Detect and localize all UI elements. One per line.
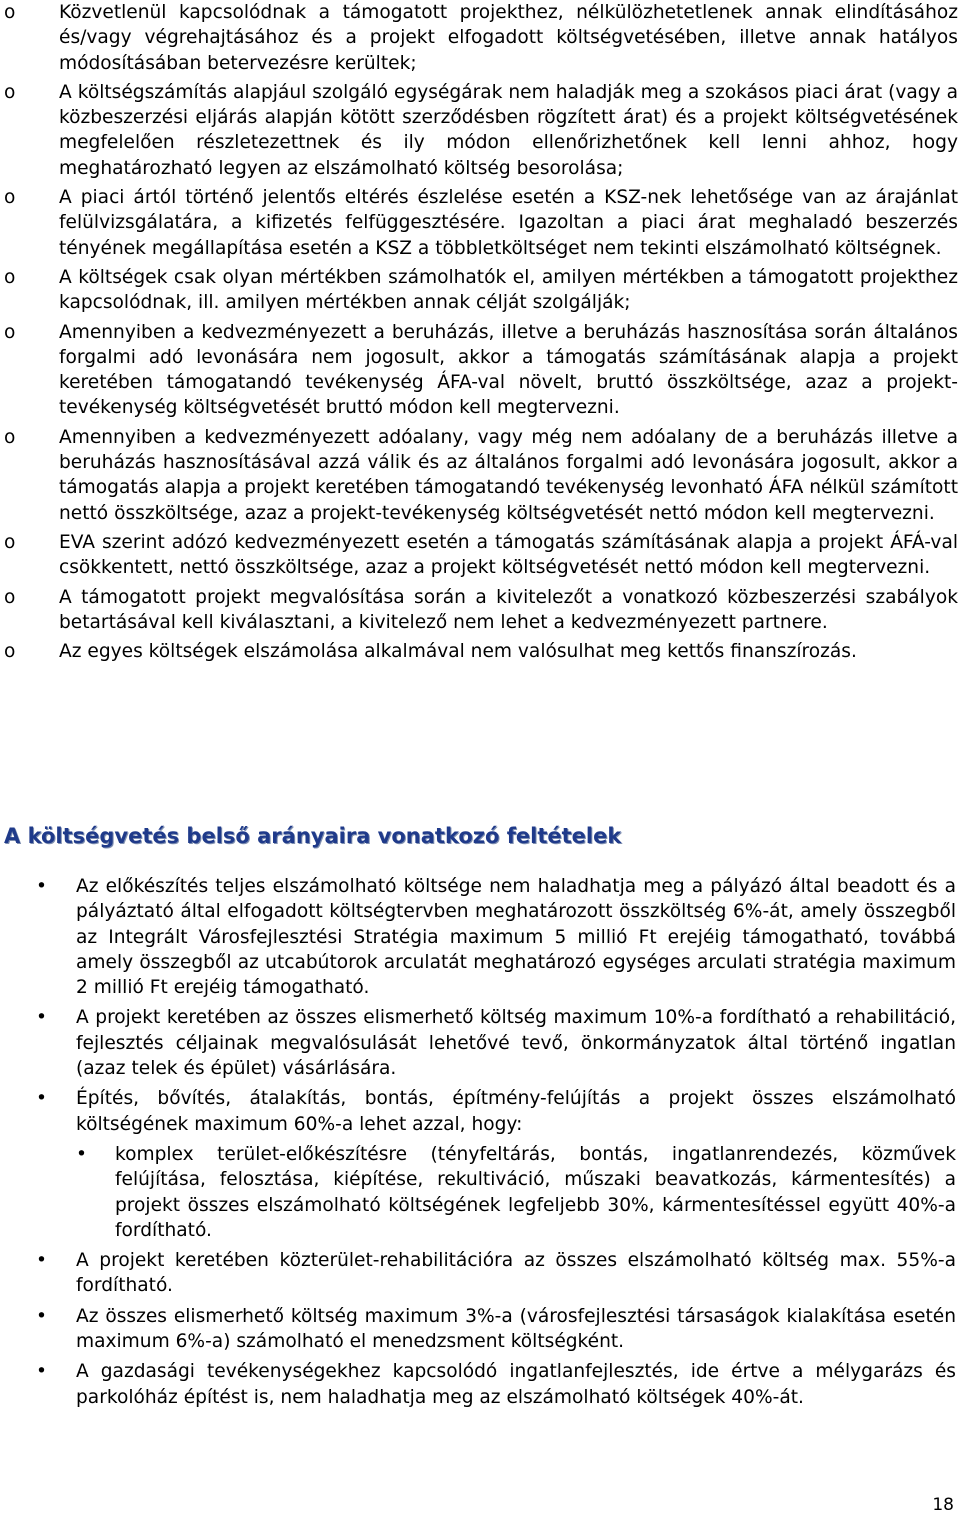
list-item <box>4 0 958 76</box>
bullet-dot-icon: • <box>36 1007 47 1029</box>
circle-bullet-icon: o <box>4 641 16 663</box>
page-number: 18 <box>932 1495 954 1515</box>
circle-bullet-icon: o <box>4 81 16 103</box>
list-item-text: A költségszámítás alapjául szolgáló egységárak nem haladják meg a szokásos piaci árat (vagy a közbeszerzési eljárás alapján kötött szerződésben rögzített árat) és a projekt költségvetésének megfelelően részletezettnek és ily módon ellenőrizhetőnek kell lenni ahhoz, hogy meghatározható legyen az elszámolható költség besorolása; <box>59 81 958 179</box>
list-item <box>4 530 958 581</box>
list-item <box>36 1359 956 1410</box>
list-item-text: A támogatott projekt megvalósítása során a kivitelezőt a vonatkozó közbeszerzési szabályok betartásával kell kiválasztani, a kivitelező nem lehet a kedvezményezett partnere. <box>59 586 958 633</box>
list-item-text: Építés, bővítés, átalakítás, bontás, építmény-felújítás a projekt összes elszámolható költségének maximum 60%-a lehet azzal, hogy: <box>76 1088 956 1135</box>
bullet-dot-icon: • <box>76 1143 87 1165</box>
bullet-dot-icon: • <box>36 1250 47 1272</box>
list-item-text: A piaci ártól történő jelentős eltérés észlelése esetén a KSZ-nek lehetősége van az árajánlat felülvizsgálatára, a kifizetés felfüggesztésére. Igazoltan a piaci árat meghaladó beszerzés tényének megállapítása esetén a KSZ a többletköltséget nem tekinti elszámolható költségnek. <box>59 187 958 259</box>
list-item-text: EVA szerint adózó kedvezményezett esetén a támogatás számításának alapja a projekt ÁFÁ-val csökkentett, nettó összköltsége, azaz a projekt költségvetését nettó módon kell megtervezni. <box>59 531 958 579</box>
circle-bullet-icon: o <box>4 2 16 23</box>
list-item-text: Az egyes költségek elszámolása alkalmával nem valósulhat meg kettős finanszírozás. <box>59 641 857 663</box>
list-item <box>36 1304 956 1355</box>
circle-bullet-icon: o <box>4 321 16 343</box>
list-item-text: A projekt keretében közterület-rehabilitációra az összes elszámolható költség max. 55%-a fordítható. <box>76 1250 956 1297</box>
list-item-text: Az összes elismerhető költség maximum 3%-a (városfejlesztési társaságok kialakítása esetén maximum 6%-a) számolható el menedzsment költségként. <box>76 1305 956 1353</box>
list-item-text: A költségek csak olyan mértékben számolhatók el, amilyen mértékben a támogatott projekthez kapcsolódnak, ill. amilyen mértékben annak célját szolgálják; <box>59 266 958 314</box>
list-item <box>36 1248 956 1299</box>
list-item <box>4 265 958 316</box>
list-item <box>4 425 958 526</box>
list-item <box>36 874 956 1000</box>
list-item <box>4 320 958 421</box>
circle-bullet-icon: o <box>4 426 16 448</box>
list-item-text: A projekt keretében az összes elismerhető költség maximum 10%-a fordítható a rehabilitáció, fejlesztés céljainak megvalósulását lehetővé tevő, önkormányzatok által történő ingatlan (azaz telek és épület) vásárlására. <box>76 1007 956 1080</box>
list-item <box>4 639 958 664</box>
list-item-text: Amennyiben a kedvezményezett a beruházás, illetve a beruházás hasznosítása során általános forgalmi adó levonására nem jogosult, akkor a támogatás számításának alapja a projekt keretében támogatandó tevékenység ÁFA-val növelt, bruttó összköltsége, azaz a projekt-tevékenység költségvetését bruttó módon kell megtervezni. <box>59 321 958 419</box>
list-item <box>36 1005 956 1081</box>
list-item-text: Amennyiben a kedvezményezett adóalany, vagy még nem adóalany de a beruházás illetve a beruházás hasznosításával azzá válik és az általános forgalmi adó levonására jogosult, akkor a támogatás alapja a projekt keretében támogatandó tevékenység levonható ÁFA nélkül számított nettó összköltsége, azaz a projekt-tevékenység költségvetését nettó módon kell megtervezni. <box>59 426 959 524</box>
bullet-dot-icon: • <box>36 1305 47 1327</box>
bullet-dot-icon: • <box>36 1361 47 1383</box>
budget-conditions-bullet-list <box>36 874 956 1415</box>
circle-bullet-icon: o <box>4 531 16 553</box>
list-item-text: Közvetlenül kapcsolódnak a támogatott projekthez, nélkülözhetetlenek annak elindításához és/vagy végrehajtásához és a projekt elfogadott költségvetésében, illetve annak hatályos módosításában betervezésre kerültek; <box>59 2 958 74</box>
section-heading: A költségvetés belső arányaira vonatkozó feltételek <box>4 824 622 848</box>
bullet-dot-icon: • <box>36 1088 47 1110</box>
circle-bullet-icon: o <box>4 187 16 209</box>
nested-list-item <box>76 1142 956 1243</box>
list-item <box>36 1086 956 1243</box>
list-item <box>4 80 958 181</box>
bullet-dot-icon: • <box>36 876 47 897</box>
requirements-circle-list <box>4 0 958 668</box>
list-item <box>4 185 958 261</box>
list-item-text: A gazdasági tevékenységekhez kapcsolódó ingatlanfejlesztés, ide értve a mélygarázs és parkolóház építést is, nem haladhatja meg az elszámolható költségek 40%-át. <box>76 1361 956 1408</box>
nested-bullet-list <box>76 1142 956 1243</box>
circle-bullet-icon: o <box>4 266 16 288</box>
circle-bullet-icon: o <box>4 586 16 608</box>
list-item-text: komplex terület-előkészítésre (tényfeltárás, bontás, ingatlanrendezés, közművek felújítása, felosztása, kiépítése, rekultiváció, műszaki beavatkozás, kármentesítés) a projekt összes elszámolható költségének legfeljebb 30%, kármentesítéssel együtt 40%-a fordítható. <box>115 1143 956 1241</box>
list-item-text: Az előkészítés teljes elszámolható költsége nem haladhatja meg a pályázó által beadott és a pályáztató által elfogadott költségtervben meghatározott összköltség 6%-át, amely összegből az Integrált Városfejlesztési Stratégia maximum 5 millió Ft erejéig támogatható, továbbá amely összegből az utcabútorok arculatát meghatározó egységes arculati stratégia maximum 2 millió Ft erejéig támogatható. <box>76 876 956 999</box>
list-item <box>4 585 958 636</box>
